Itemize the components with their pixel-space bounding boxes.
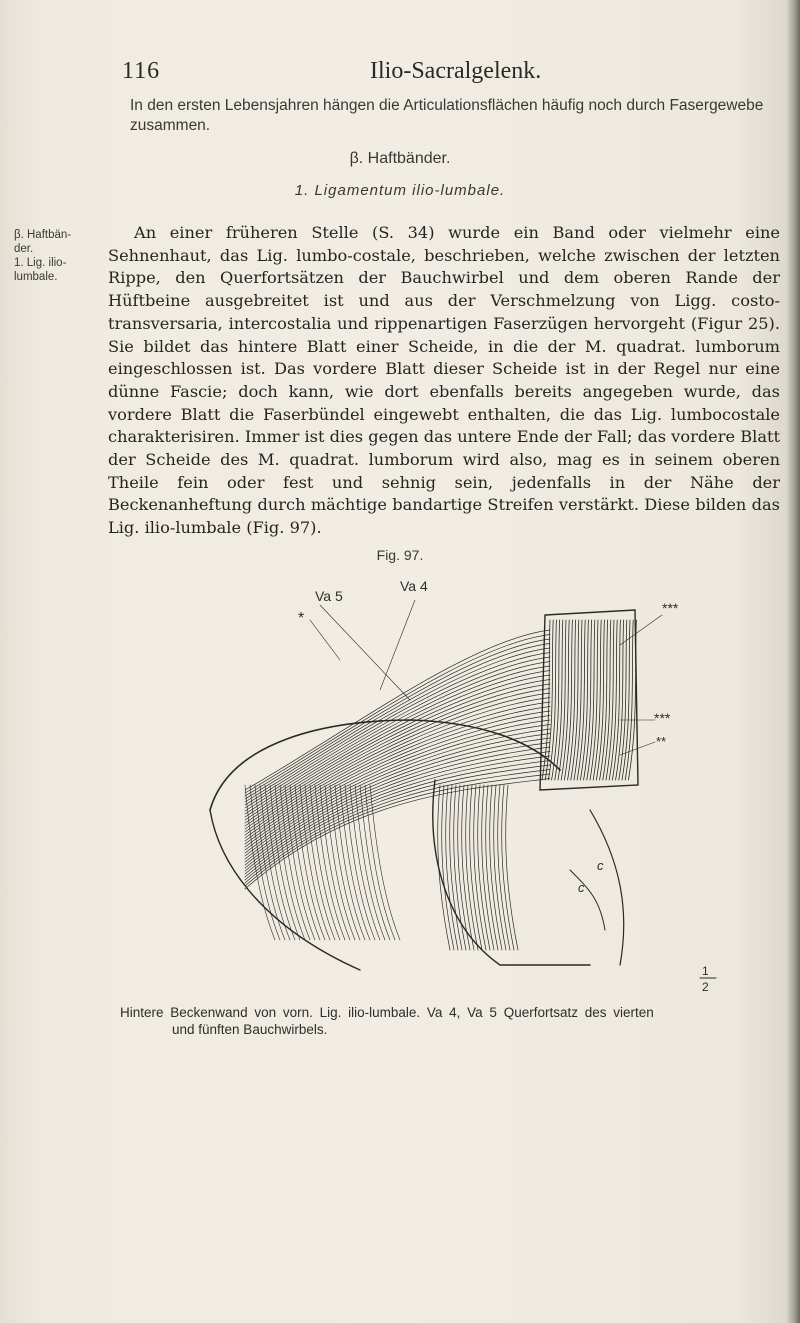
sacrum-hatch xyxy=(458,785,470,950)
sacrum-hatch xyxy=(466,785,478,950)
sacrum-hatch xyxy=(494,785,506,950)
margin-note-line: lumbale. xyxy=(14,271,58,283)
sacrum-hatch xyxy=(482,785,494,950)
sacrum-hatch xyxy=(478,785,490,950)
label-triple-star-mid: *** xyxy=(654,710,671,726)
body-text xyxy=(108,222,780,540)
sacrum-hatch xyxy=(454,785,466,950)
sacrum-hatch xyxy=(506,785,518,950)
ligament-fibre xyxy=(245,711,550,844)
leader-line xyxy=(380,600,415,690)
margin-note-line: der. xyxy=(14,243,34,255)
figure-caption xyxy=(120,1004,780,1038)
page-number: 116 xyxy=(122,58,161,84)
margin-note-line: 1. Lig. ilio- xyxy=(14,257,67,269)
sacrum-hatch xyxy=(490,785,502,950)
scale-denominator: 2 xyxy=(702,980,709,994)
running-title: Ilio-Sacralgelenk. xyxy=(370,58,542,84)
ligament-fibre xyxy=(245,761,550,878)
body-paragraph: An einer früheren Stelle (S. 34) wurde ein Band oder vielmehr eine Sehnenhaut, das Lig. lumbo-costale, beschrieben, welche zwischen der letzten Rippe, den Querfortsätzen der Bauchwirbel und dem oberen Rande der Hüftbeine ausgebreitet ist und aus der Verschmelzung von Ligg. costo-transversaria, intercostalia und rippenartigen Faserzügen hervorgeht (Figur 25). Sie bildet das hintere Blatt einer Scheide, in die der M. quadrat. lumborum eingeschlossen ist. Das vordere Blatt dieser Scheide ist in der Regel nur eine dünne Fascie; doch kann, wie dort ebenfalls bereits angegeben wurde, das vordere Blatt die Faserbündel eingewebt enthalten, die das Lig. lumbocostale charakterisiren. Immer ist dies gegen das untere Ende der Fall; das vordere Blatt der Scheide des M. quadrat. lumborum wird also, mag es in seinem oberen Theile fein oder fest und sehnig sein, jedenfalls in der Nähe der Beckenanheftung durch mächtige bandartige Streifen verstärkt. Diese bilden das Lig. ilio-lumbale (Fig. 97). xyxy=(108,223,780,538)
margin-note-line: β. Haftbän- xyxy=(14,229,72,241)
sacrum-hatch xyxy=(498,785,510,950)
sacrum-hatch xyxy=(486,785,498,950)
leader-line xyxy=(310,620,340,660)
sacrum-hatch xyxy=(438,785,450,950)
vessel-outline xyxy=(590,810,624,965)
sacrum-hatch xyxy=(450,785,462,950)
page-header xyxy=(0,58,800,88)
sacrum-hatch xyxy=(442,785,454,950)
section-heading: β. Haftbänder. xyxy=(349,150,451,167)
vessel-branch xyxy=(570,870,605,930)
caption-line: Hintere Beckenwand von vorn. Lig. ilio-lumbale. Va 4, Va 5 Querfortsatz des vierten xyxy=(120,1005,654,1020)
label-va5: Va 5 xyxy=(315,588,343,604)
ligament-fibre xyxy=(245,743,550,866)
ligament-fibre xyxy=(245,689,550,830)
leader-line xyxy=(320,605,410,700)
ligament-fibre xyxy=(245,702,550,838)
caption-line: und fünften Bauchwirbels. xyxy=(172,1022,328,1037)
figure-engraving xyxy=(150,570,730,990)
label-c-upper: c xyxy=(597,858,604,873)
label-triple-star-top: *** xyxy=(662,600,679,616)
label-star: * xyxy=(298,610,305,627)
label-double-star: ** xyxy=(656,734,667,749)
sacrum-hatch xyxy=(462,785,474,950)
subsection-heading: 1. Ligamentum ilio-lumbale. xyxy=(294,182,506,199)
sacrum-hatch xyxy=(446,785,458,950)
margin-note xyxy=(14,228,76,284)
sacrum-hatch xyxy=(470,785,482,950)
intro-paragraph: In den ersten Lebensjahren hängen die Articulationsflächen häufig noch durch Fasergewebe zusammen. xyxy=(130,97,764,134)
anatomical-figure xyxy=(150,570,730,994)
label-va4: Va 4 xyxy=(400,578,428,594)
ligament-fibre xyxy=(245,684,550,826)
label-c-lower: c xyxy=(578,880,585,895)
ligament-fibre xyxy=(245,698,550,836)
figure-label: Fig. 97. xyxy=(376,547,424,563)
scale-numerator: 1 xyxy=(702,964,709,978)
sacrum-hatch xyxy=(474,785,486,950)
sacrum-hatch xyxy=(502,785,514,950)
